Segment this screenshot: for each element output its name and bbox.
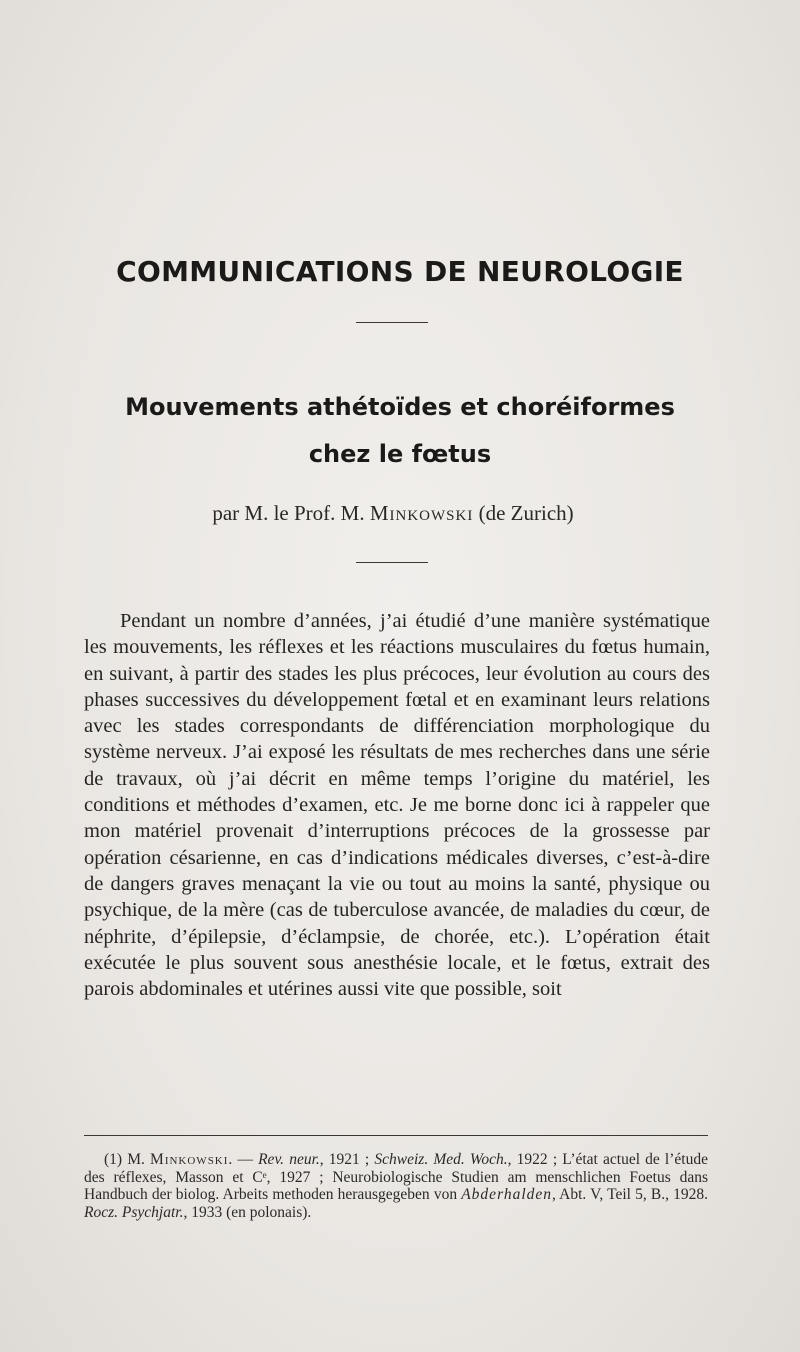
section-heading: COMMUNICATIONS DE NEUROLOGIE bbox=[116, 255, 684, 288]
footnote-marker: (1) M. bbox=[104, 1151, 151, 1168]
footnote-journal-4: Rocz. Psychjatr. bbox=[84, 1203, 184, 1221]
footnote-editor: Abderhalden bbox=[461, 1186, 553, 1204]
footnote bbox=[84, 1151, 708, 1221]
footnote-rule bbox=[84, 1135, 708, 1136]
article-body-paragraph: Pendant un nombre d’années, j’ai étudié d’une manière systématique les mouvements, les réflexes et les réactions musculaires du fœtus humain, en suivant, à partir des stades les plus précoces, leur évolution au cours des phases successives du développement fœtal et en examinant leurs relations avec les stades correspondants de différenciation morphologique du système nerveux. J’ai exposé les résultats de mes recherches dans une série de travaux, où j’ai décrit en même temps l’origine du matériel, les conditions et méthodes d’examen, etc. Je me borne donc ici à rappeler que mon matériel provenait d’interruptions précoces de la grossesse par opération césarienne, en cas d’indications médicales diverses, c’est-à-dire de dangers graves menaçant la vie ou tout au moins la santé, physique ou psychique, de la mère (cas de tuberculose avancée, de maladies du cœur, de néphrite, d’épilepsie, d’éclampsie, de chorée, etc.). L’opération était exécutée le plus souvent sous anesthésie locale, et le fœtus, extrait des parois abdominales et utérines aussi vite que possible, soit bbox=[84, 610, 710, 1001]
article-title-line-2: chez le fœtus bbox=[308, 440, 492, 468]
byline-divider bbox=[356, 562, 428, 563]
article-title-line-1: Mouvements athétoïdes et choréiformes bbox=[125, 393, 675, 421]
footnote-year-1: , 1921 ; bbox=[319, 1151, 375, 1168]
footnote-author: Minkowski bbox=[150, 1151, 229, 1168]
footnote-ref-2: , 1922 ; L’état actuel de l’étude des réflexes, Masson et Cᵉ, 1927 ; Neurobiologische Studien am menschlichen Foetus dans Handbuch der biolog. Arbeits methoden herausgegeben von bbox=[84, 1151, 708, 1204]
footnote-separator: . — bbox=[228, 1151, 259, 1168]
footnote-ref-3: , Abt. V, Teil 5, B., 1928. bbox=[552, 1186, 708, 1204]
byline-prefix: par M. le Prof. M. bbox=[212, 501, 370, 525]
heading-divider bbox=[356, 322, 428, 323]
article-byline bbox=[0, 501, 786, 526]
footnote-journal-1: Rev. neur. bbox=[258, 1151, 320, 1168]
footnote-journal-2: Schweiz. Med. Woch. bbox=[374, 1151, 508, 1168]
footnote-ref-4: , 1933 (en polonais). bbox=[183, 1203, 312, 1221]
byline-author: Minkowski bbox=[369, 501, 474, 525]
byline-suffix: (de Zurich) bbox=[473, 501, 574, 525]
